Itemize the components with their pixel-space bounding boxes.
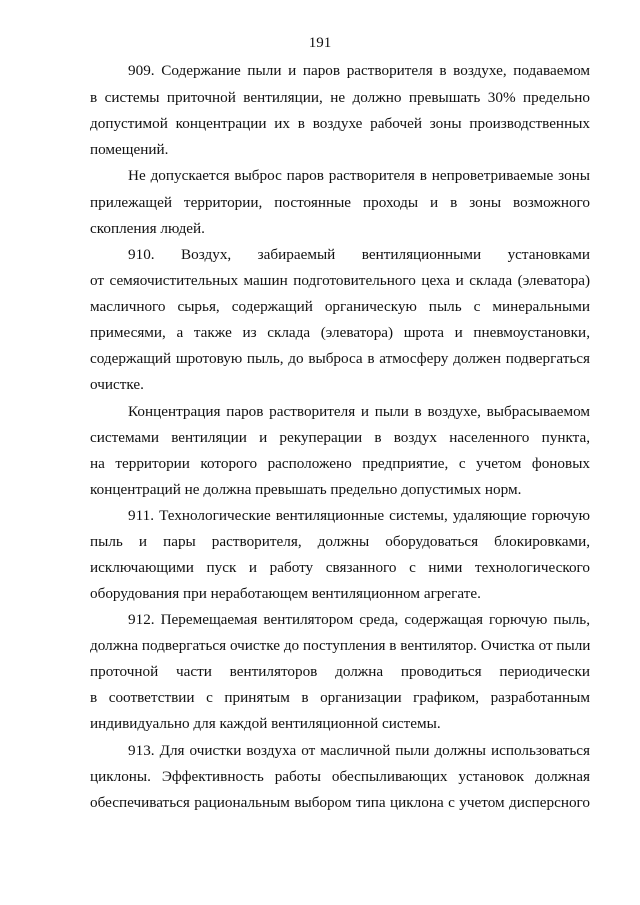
page-bottom-edge bbox=[0, 900, 640, 905]
text-line: Концентрация паров растворителя и пыли в воздухе, выбрасываемом bbox=[128, 403, 590, 420]
text-line: Не допускается выброс паров растворителя в непроветриваемые зоны bbox=[128, 167, 590, 184]
text-line: циклоны. Эффективность работы обеспыливающих установок должная bbox=[90, 768, 590, 785]
text-line: допустимой концентрации их в воздухе рабочей зоны производственных bbox=[90, 115, 590, 132]
text-line: в системы приточной вентиляции, не должно превышать 30% предельно bbox=[90, 89, 590, 106]
text-line: прилежащей территории, постоянные проходы и в зоны возможного bbox=[90, 194, 590, 211]
text-line: в соответствии с принятым в организации графиком, разработанным bbox=[90, 689, 590, 706]
text-line: обеспечиваться рациональным выбором типа циклона с учетом дисперсного bbox=[90, 794, 590, 811]
text-line: 912. Перемещаемая вентилятором среда, содержащая горючую пыль, bbox=[128, 611, 590, 628]
text-line: концентраций не должна превышать предельно допустимых норм. bbox=[90, 481, 522, 498]
text-line: очистке. bbox=[90, 376, 144, 393]
page-number: 191 bbox=[308, 35, 332, 51]
text-line: 909. Содержание пыли и паров растворителя в воздухе, подаваемом bbox=[128, 62, 590, 79]
text-line: проточной части вентиляторов должна проводиться периодически bbox=[90, 663, 590, 680]
text-line: пыль и пары растворителя, должны оборудоваться блокировками, bbox=[90, 533, 590, 550]
text-line: исключающими пуск и работу связанного с ними технологического bbox=[90, 559, 590, 576]
text-line: 911. Технологические вентиляционные системы, удаляющие горючую bbox=[128, 507, 590, 524]
text-line: индивидуально для каждой вентиляционной системы. bbox=[90, 715, 441, 732]
text-line: 910. Воздух, забираемый вентиляционными установками bbox=[128, 246, 590, 263]
text-line: оборудования при неработающем вентиляционном агрегате. bbox=[90, 585, 481, 602]
text-line: системами вентиляции и рекуперации в воздух населенного пункта, bbox=[90, 429, 590, 446]
text-line: масличного сырья, содержащий органическую пыль с минеральными bbox=[90, 298, 590, 315]
text-line: помещений. bbox=[90, 141, 169, 158]
text-line: 913. Для очистки воздуха от масличной пыли должны использоваться bbox=[128, 742, 590, 759]
text-line: содержащий шротовую пыль, до выброса в атмосферу должен подвергаться bbox=[90, 350, 590, 367]
text-line: скопления людей. bbox=[90, 220, 205, 237]
text-line: должна подвергаться очистке до поступления в вентилятор. Очистка от пыли bbox=[90, 637, 591, 654]
text-line: от семяочистительных машин подготовительного цеха и склада (элеватора) bbox=[90, 272, 590, 289]
text-line: на территории которого расположено предприятие, с учетом фоновых bbox=[90, 455, 590, 472]
text-line: примесями, а также из склада (элеватора) шрота и пневмоустановки, bbox=[90, 324, 590, 341]
